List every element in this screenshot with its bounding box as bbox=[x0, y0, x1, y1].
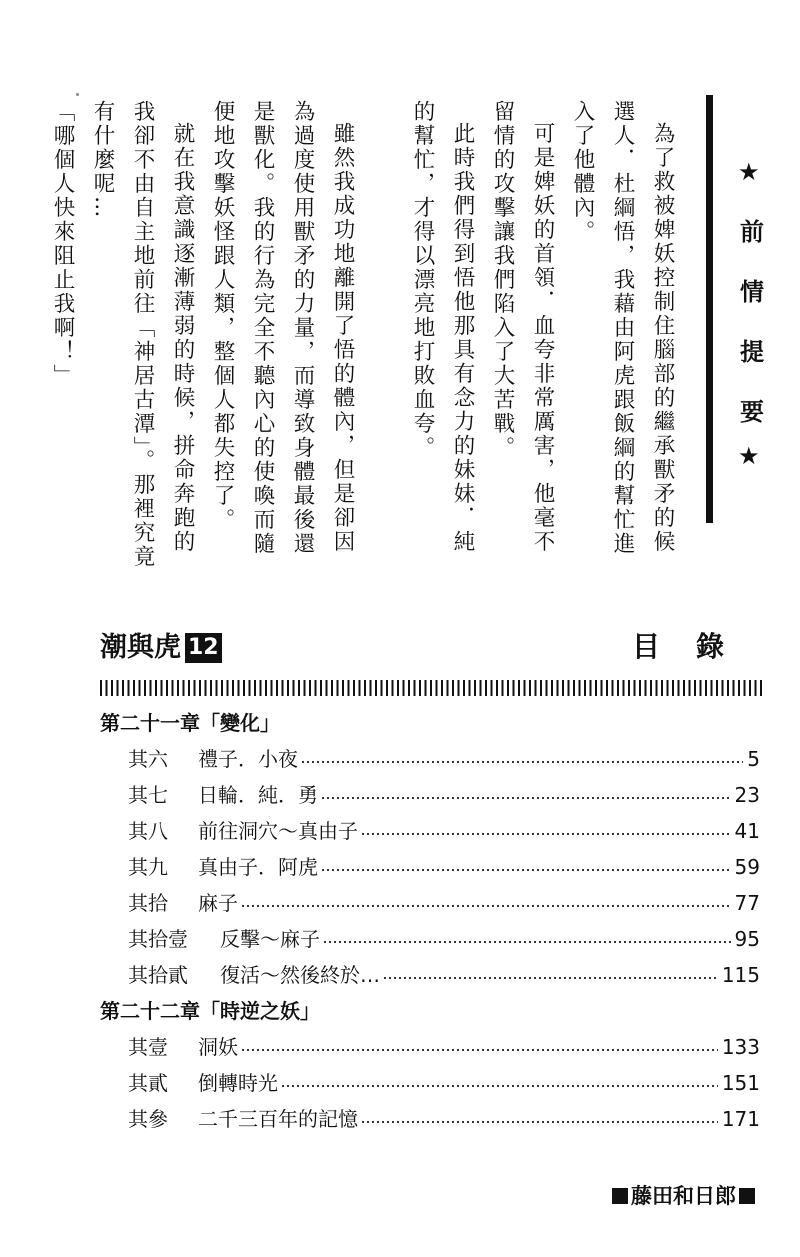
dot-leader bbox=[362, 833, 731, 835]
heading-char-2: 情 bbox=[740, 278, 764, 306]
entry-title: 二千三百年的記憶 bbox=[198, 1107, 358, 1131]
heading-char-1: 前 bbox=[740, 218, 764, 246]
entry-title: 麻子 bbox=[198, 891, 238, 915]
toc-entry bbox=[100, 777, 760, 813]
dot-leader bbox=[322, 869, 731, 871]
entry-number: 其拾 bbox=[128, 891, 168, 915]
author-credit bbox=[609, 1180, 758, 1210]
dust-speck bbox=[76, 93, 79, 96]
synopsis-paragraph: 可是婢妖的首領．血夸非常厲害，他毫不留情的攻擊讓我們陷入了大苦戰。 bbox=[490, 100, 555, 554]
book-title bbox=[100, 625, 222, 664]
author-name: 藤田和日郎 bbox=[631, 1184, 736, 1208]
entry-page: 23 bbox=[734, 783, 760, 807]
entry-page: 95 bbox=[734, 927, 760, 951]
entry-number: 其七 bbox=[128, 783, 168, 807]
entry-title: 復活～然後終於… bbox=[220, 963, 380, 987]
entry-number: 其拾貳 bbox=[128, 963, 188, 987]
synopsis-blank bbox=[362, 100, 402, 570]
entry-title: 倒轉時光 bbox=[198, 1071, 278, 1095]
dot-leader bbox=[384, 977, 718, 979]
square-icon bbox=[739, 1188, 755, 1204]
toc-entry bbox=[100, 885, 760, 921]
toc-label: 目錄 bbox=[631, 630, 760, 663]
dot-leader bbox=[362, 1121, 718, 1123]
toc-entry bbox=[100, 1101, 760, 1137]
entry-number: 其拾壹 bbox=[128, 927, 188, 951]
synopsis-paragraph: 為了救被婢妖控制住腦部的繼承獸矛的候選人．杜綱悟，我藉由阿虎跟飯綱的幫忙進入了他體內。 bbox=[570, 100, 675, 556]
synopsis-quote: 「哪個人快來阻止我啊！」 bbox=[50, 100, 75, 388]
table-of-contents bbox=[100, 705, 760, 1137]
dot-leader bbox=[302, 761, 743, 763]
star-icon: ★ bbox=[738, 442, 760, 470]
volume-badge: 12 bbox=[185, 633, 222, 663]
heading-char-4: 要 bbox=[740, 398, 764, 426]
entry-title: 真由子．阿虎 bbox=[198, 855, 318, 879]
entry-page: 115 bbox=[721, 963, 760, 987]
toc-header bbox=[100, 625, 760, 671]
book-title-text: 潮與虎 bbox=[100, 632, 181, 663]
entry-title: 洞妖 bbox=[198, 1035, 238, 1059]
entry-title: 前往洞穴～真由子 bbox=[198, 819, 358, 843]
entry-page: 59 bbox=[734, 855, 760, 879]
entry-number: 其參 bbox=[128, 1107, 168, 1131]
toc-entry bbox=[100, 957, 760, 993]
entry-page: 5 bbox=[747, 747, 760, 771]
entry-title: 日輪．純．勇 bbox=[198, 783, 318, 807]
star-icon: ★ bbox=[738, 158, 760, 186]
toc-entry bbox=[100, 849, 760, 885]
heading-char-3: 提 bbox=[740, 338, 764, 366]
synopsis-text bbox=[42, 100, 682, 570]
dot-leader bbox=[242, 1049, 718, 1051]
dot-leader bbox=[322, 797, 731, 799]
entry-title: 禮子．小夜 bbox=[198, 747, 298, 771]
entry-page: 133 bbox=[721, 1035, 760, 1059]
square-icon bbox=[612, 1188, 628, 1204]
entry-title: 反擊～麻子 bbox=[220, 927, 320, 951]
entry-number: 其貳 bbox=[128, 1071, 168, 1095]
toc-entry bbox=[100, 921, 760, 957]
synopsis-paragraph: 就在我意識逐漸薄弱的時候，拼命奔跑的我卻不由自主地前往「神居古潭」。那裡究竟有什麼呢… bbox=[90, 100, 195, 570]
synopsis-rule bbox=[706, 95, 713, 523]
entry-number: 其九 bbox=[128, 855, 168, 879]
toc-entry bbox=[100, 741, 760, 777]
entry-page: 77 bbox=[734, 891, 760, 915]
dot-leader bbox=[242, 905, 731, 907]
entry-number: 其六 bbox=[128, 747, 168, 771]
toc-entry bbox=[100, 1065, 760, 1101]
dot-leader bbox=[324, 941, 731, 943]
entry-number: 其壹 bbox=[128, 1035, 168, 1059]
synopsis-paragraph: 此時我們得到悟他那具有念力的妹妹．純的幫忙，才得以漂亮地打敗血夸。 bbox=[410, 100, 475, 554]
entry-page: 151 bbox=[721, 1071, 760, 1095]
chapter-title: 第二十二章「時逆之妖」 bbox=[100, 999, 320, 1023]
toc-entry bbox=[100, 813, 760, 849]
dot-leader bbox=[282, 1085, 718, 1087]
entry-number: 其八 bbox=[128, 819, 168, 843]
toc-divider bbox=[100, 680, 762, 696]
synopsis-paragraph: 雖然我成功地離開了悟的體內，但是卻因為過度使用獸矛的力量，而導致身體最後還是獸化。我的行為完全不聽內心的使喚而隨便地攻擊妖怪跟人類，整個人都失控了。 bbox=[210, 100, 355, 556]
entry-page: 41 bbox=[734, 819, 760, 843]
chapter-title: 第二十一章「變化」 bbox=[100, 711, 280, 735]
entry-page: 171 bbox=[721, 1107, 760, 1131]
toc-entry bbox=[100, 1029, 760, 1065]
